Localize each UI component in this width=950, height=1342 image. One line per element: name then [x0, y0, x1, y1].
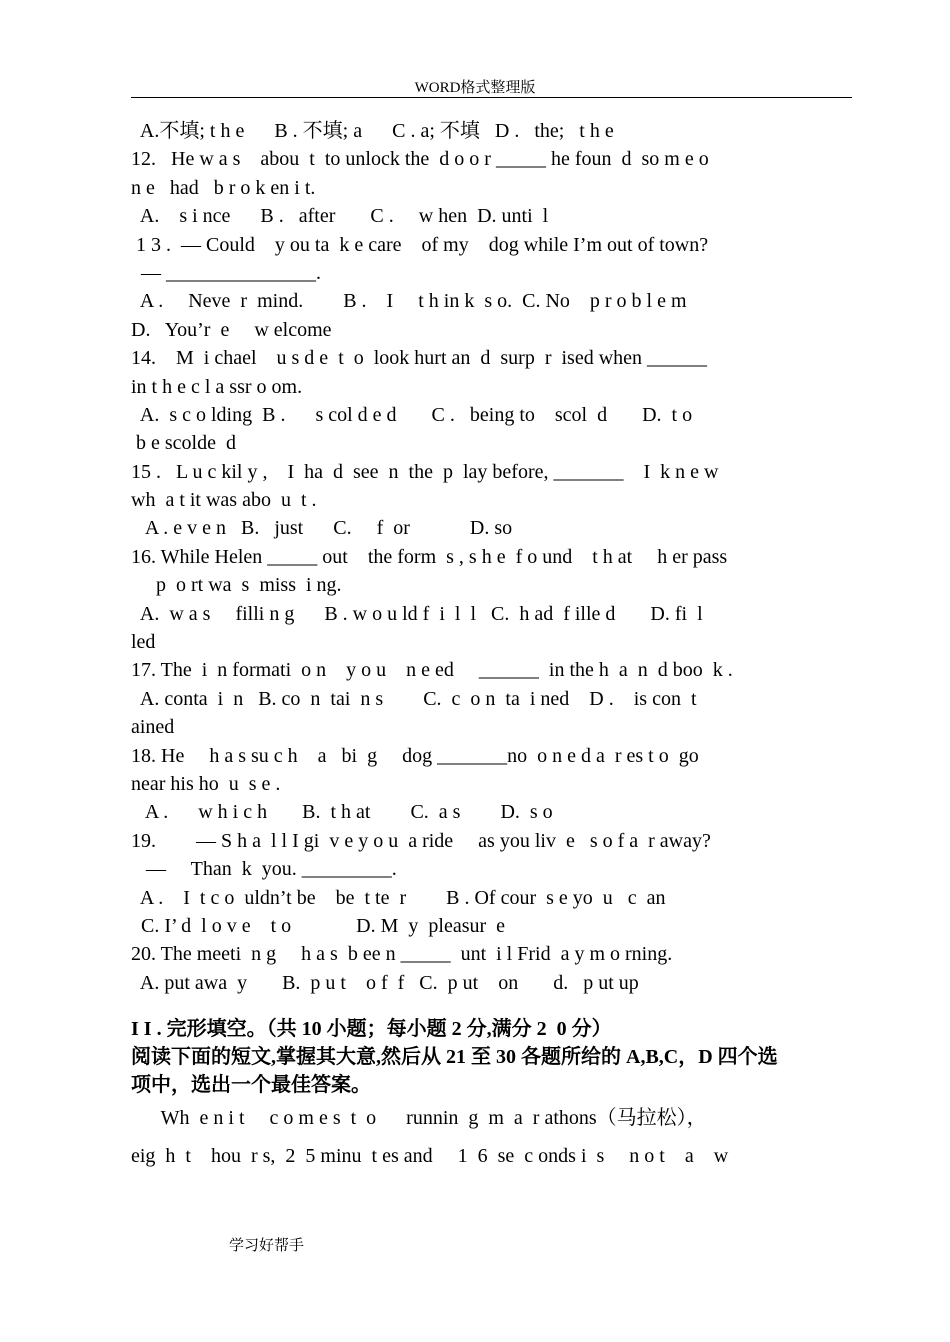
question-line: p o rt wa s miss i ng.: [131, 574, 342, 597]
question-line: A. w a s filli n g B . w o u ld f i l l C. h ad f ille d D. fi l: [131, 602, 703, 625]
section-heading: I I . 完形填空。（共 10 小题；每小题 2 分,满分 2 0 分）: [131, 1018, 612, 1041]
question-line: ained: [131, 716, 175, 739]
question-line: 15 . L u c kil y , I ha d see n the p lay before, _______ I k n e w: [131, 460, 719, 483]
question-line: A . I t c o uldn’t be be t te r B . Of cour s e yo u c an: [131, 886, 666, 909]
question-line: near his ho u s e .: [131, 772, 281, 795]
question-line: — _______________.: [131, 261, 321, 284]
section-instructions: 阅读下面的短文,掌握其大意,然后从 21 至 30 各题所给的 A,B,C，D 四个选: [131, 1046, 778, 1069]
question-line: A. s i nce B . after C . w hen D. unti l: [131, 205, 549, 228]
question-line: A. conta i n B. co n tai n s C. c o n ta i ned D . is con t: [131, 687, 697, 710]
question-line: 19. — S h a l l I gi v e y o u a ride as you liv e s o f a r away?: [131, 829, 711, 852]
page-footer: 学习好帮手: [229, 1238, 305, 1254]
question-line: A . e v e n B. just C. f or D. so: [131, 517, 513, 540]
question-line: A. s c o lding B . s col d e d C . being to scol d D. t o: [131, 403, 693, 426]
question-line: n e had b r o k en i t.: [131, 176, 316, 199]
passage-line: Wh e n i t c o m e s t o runnin g m a r athons（马拉松），: [131, 1107, 707, 1130]
question-line: A . w h i c h B. t h at C. a s D. s o: [131, 801, 553, 824]
question-line: D. You’r e w elcome: [131, 318, 332, 341]
section-instructions: 项中，选出一个最佳答案。: [131, 1074, 371, 1097]
question-line: 17. The i n formati o n y o u n e ed ______ in the h a n d boo k .: [131, 659, 733, 682]
question-line: 16. While Helen _____ out the form s , s h e f o und t h at h er pass: [131, 545, 728, 568]
question-line: 18. He h a s su c h a bi g dog _______no o n e d a r es t o go: [131, 744, 699, 767]
question-line: A.不填; t h e B . 不填; a C . a; 不填 D . the; t h e: [131, 120, 614, 142]
question-line: — Than k you. _________.: [131, 858, 397, 881]
section-spacer: [131, 997, 852, 1015]
question-line: 20. The meeti n g h a s b ee n _____ unt i l Frid a y m o rning.: [131, 943, 673, 966]
header-divider: [131, 97, 852, 98]
question-line: wh a t it was abo u t .: [131, 489, 317, 512]
passage-line: eig h t hou r s, 2 5 minu t es and 1 6 se c onds i s n o t a w: [131, 1145, 729, 1168]
document-body: [131, 117, 852, 1175]
page-header: WORD格式整理版: [414, 80, 536, 96]
question-line: A . Neve r mind. B . I t h in k s o. C. No p r o b l e m: [131, 290, 687, 313]
question-line: A. put awa y B. p u t o f f C. p ut on d. p ut up: [131, 971, 639, 994]
question-line: b e scolde d: [131, 432, 236, 455]
question-line: 1 3 . — Could y ou ta k e care of my dog while I’m out of town?: [131, 233, 709, 256]
question-line: in t h e c l a ssr o om.: [131, 375, 303, 398]
question-block: [131, 117, 852, 997]
cloze-section: [131, 1015, 852, 1175]
question-line: C. I’ d l o v e t o D. M y pleasur e: [131, 914, 506, 937]
question-line: 12. He w a s abou t to unlock the d o o r _____ he foun d so m e o: [131, 148, 709, 171]
question-line: led: [131, 631, 156, 654]
question-line: 14. M i chael u s d e t o look hurt an d surp r ised when ______: [131, 347, 708, 370]
